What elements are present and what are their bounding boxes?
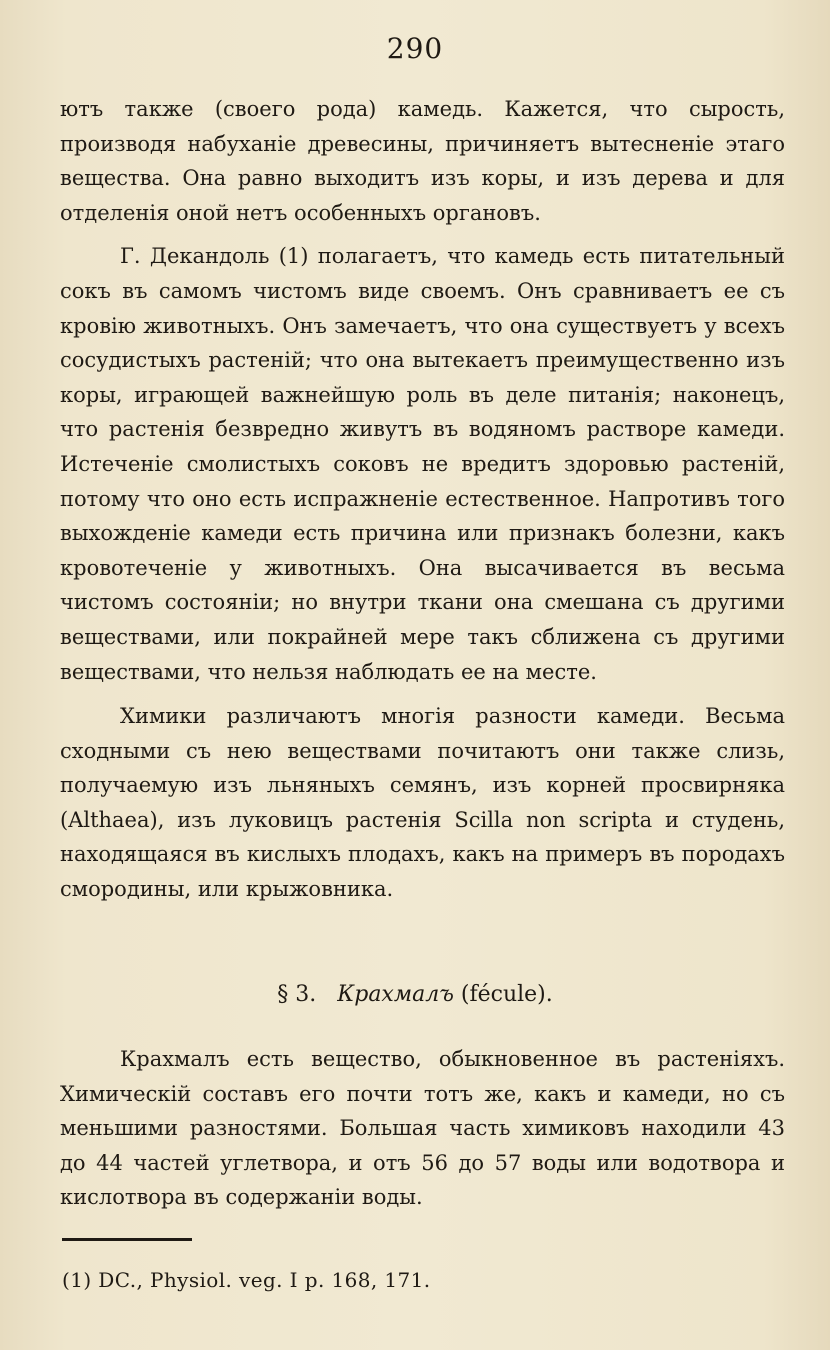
section-title: Крахмалъ — [337, 982, 454, 1007]
paragraph-decandolle: Г. Декандоль (1) полагаетъ, что камедь есть питательный сокъ въ самомъ чистомъ виде своемъ. Онъ сравниваетъ ее съ кровію животныхъ. Онъ замечаетъ, что она существуетъ у всехъ сосудистыхъ растеній; что она вытекаетъ преимущественно изъ коры, играющей важнейшую роль въ деле питанія; наконецъ, что растенія безвредно живутъ въ водяномъ растворе камеди. Истеченіе смолистыхъ соковъ не вредитъ здоровью растеній, потому что оно есть испражненіе естественное. Напротивъ того выхожденіе камеди есть причина или признакъ болезни, какъ кровотеченіе у животныхъ. Она высачивается въ весьма чистомъ состояніи; но внутри ткани она смешана съ другими веществами, или покрайней мере такъ сближена съ другими веществами, что нельзя наблюдать ее на месте. — [60, 244, 785, 684]
section-heading — [0, 982, 830, 1007]
footnote-divider — [62, 1238, 192, 1241]
section-subtitle: (fécule). — [460, 982, 553, 1007]
main-text-block — [60, 92, 785, 907]
paragraph-starch: Крахмалъ есть вещество, обыкновенное въ растеніяхъ. Химическій составъ его почти тотъ же, какъ и камеди, но съ меньшими разностями. Большая часть химиковъ находили 43 до 44 частей углетвора, и отъ 56 до 57 воды или водотвора и кислотвора въ содержаніи воды. — [60, 1047, 785, 1210]
section-number: § 3. — [277, 982, 317, 1007]
section-text-block — [60, 1042, 785, 1215]
paragraph-chemists: Химики различаютъ многія разности камеди. Весьма сходными съ нею веществами почитаютъ они также слизь, получаемую изъ льняныхъ семянъ, изъ корней просвирняка (Althaea), изъ луковицъ растенія Scilla non scripta и студень, находящаяся въ кислыхъ плодахъ, какъ на примеръ въ породахъ смородины, или крыжовника. — [60, 704, 785, 902]
footnote: (1) DC., Physiol. veg. I p. 168, 171. — [62, 1268, 431, 1292]
page-number: 290 — [386, 32, 444, 65]
paragraph-continuation: ютъ также (своего рода) камедь. Кажется, что сырость, производя набуханіе древесины, причиняетъ вытесненіе этаго вещества. Она равно выходитъ изъ коры, и изъ дерева и для отделенія оной нетъ особенныхъ органовъ. — [60, 97, 785, 225]
